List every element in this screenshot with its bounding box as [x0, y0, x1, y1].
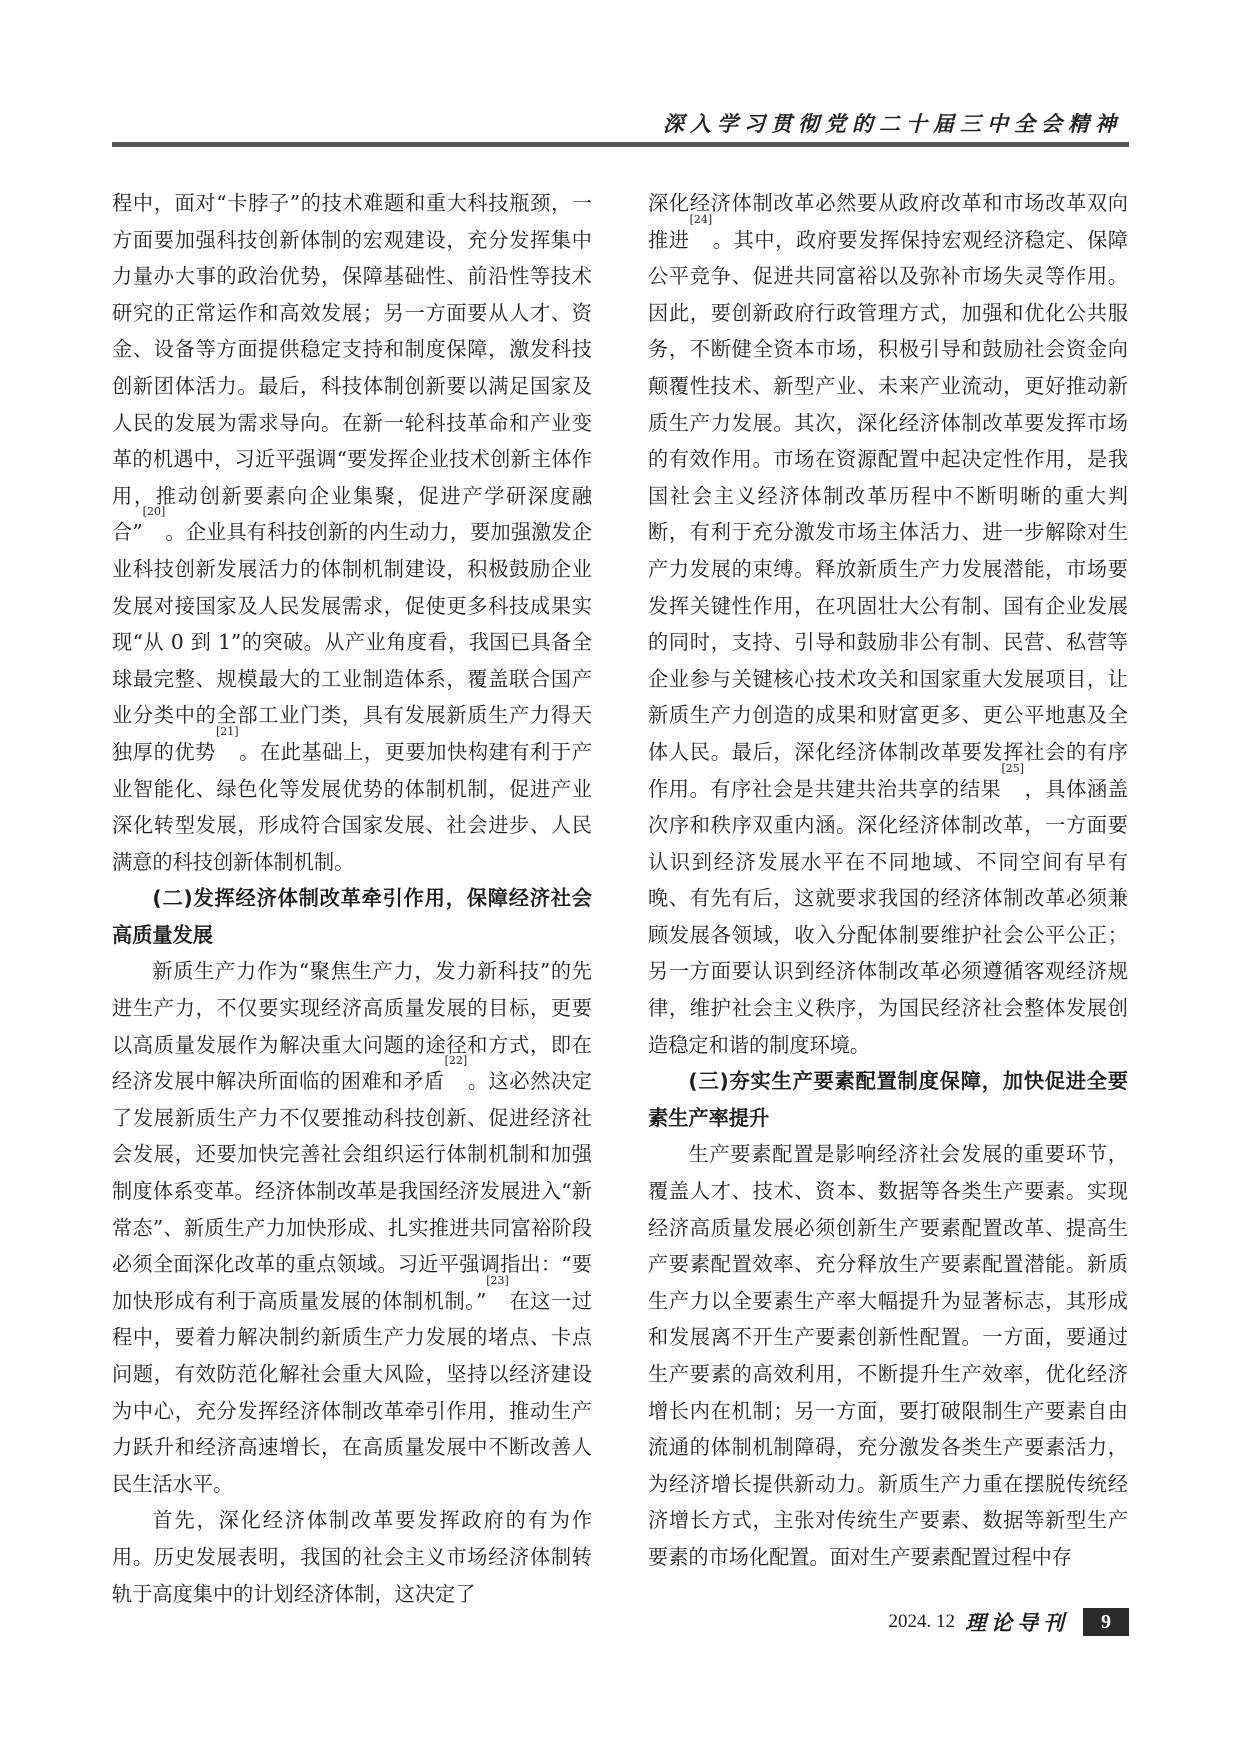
text-run: 深化经济体制改革必然要从政府改革和市场改革双向推进 — [648, 191, 1128, 252]
issue-date: 2024. 12 — [888, 1611, 955, 1632]
header-rule — [112, 142, 1129, 147]
citation-ref: [21] — [215, 724, 239, 738]
text-run: 。其中，政府要发挥保持宏观经济稳定、保障公平竞争、促进共同富裕以及弥补市场失灵等作用。因此，要创新政府行政管理方式，加强和优化公共服务，不断健全资本市场，积极引导和鼓励社会资金向颠覆性技术、新型产业、未来产业流动，更好推动新质生产力发展。其次，深化经济体制改革要发挥市场的有效作用。市场在资源配置中起决定性作用，是我国社会主义经济体制改革历程中不断明晰的重大判断，有利于充分激发市场主体活力、进一步解除对生产力发展的束缚。释放新质生产力发展潜能，市场要发挥关键性作用，在巩固壮大公有制、国有企业发展的同时，支持、引导和鼓励非公有制、民营、私营等企业参与关键核心技术攻关和国家重大发展项目，让新质生产力创造的成果和财富更多、更公平地惠及全体人民。最后，深化经济体制改革要发挥社会的有序作用。有序社会是共建共治共享的结果 — [648, 227, 1128, 801]
page-number: 9 — [1083, 1608, 1129, 1636]
citation-ref: [23] — [486, 1273, 509, 1287]
citation-ref: [24] — [689, 212, 713, 226]
citation-ref: [22] — [444, 1054, 468, 1068]
paragraph-continued — [112, 185, 592, 880]
text-run: 。在此基础上，更要加快构建有利于产业智能化、绿色化等发展优势的体制机制，促进产业深化转型发展，形成符合国家发展、社会进步、人民满意的科技创新体制机制。 — [112, 739, 592, 874]
paragraph-continued — [648, 185, 1128, 1063]
section-heading-2: (二)发挥经济体制改革牵引作用，保障经济社会高质量发展 — [112, 886, 592, 947]
running-title: 深入学习贯彻党的二十届三中全会精神 — [663, 112, 1122, 136]
paragraph: 生产要素配置是影响经济社会发展的重要环节，覆盖人才、技术、资本、数据等各类生产要素。实现经济高质量发展必须创新生产要素配置改革、提高生产要素配置效率、充分释放生产要素配置潜能。新质生产力以全要素生产率大幅提升为显著标志，其形成和发展离不开生产要素创新性配置。一方面，要通过生产要素的高效利用，不断提升生产效率，优化经济增长内在机制；另一方面，要打破限制生产要素自由流通的体制机制障碍，充分激发各类生产要素活力，为经济增长提供新动力。新质生产力重在摆脱传统经济增长方式，主张对传统生产要素、数据等新型生产要素的市场化配置。面对生产要素配置过程中存 — [648, 1142, 1128, 1569]
paragraph — [112, 953, 592, 1502]
section-heading-3: (三)夯实生产要素配置制度保障，加快促进全要素生产率提升 — [648, 1069, 1128, 1130]
left-column — [112, 185, 592, 1612]
journal-name: 理论导刊 — [965, 1611, 1069, 1635]
right-column — [648, 185, 1128, 1576]
page-footer — [889, 1608, 1130, 1636]
text-run: 。这必然决定了发展新质生产力不仅要推动科技创新、促进经济社会发展，还要加快完善社会组织运行体制机制和加强制度体系变革。经济体制改革是我国经济发展进入“新常态”、新质生产力加快形成、扎实推进共同富裕阶段必须全面深化改革的重点领域。习近平强调指出：“要加快形成有利于高质量发展的体制机制。” — [112, 1069, 592, 1313]
text-run: 。企业具有科技创新的内生动力，要加强激发企业科技创新发展活力的体制机制建设，积极鼓励企业发展对接国家及人民发展需求，促使更多科技成果实现“从 0 到 1”的突破。从产业角度看，我国已具备全球最完整、规模最大的工业制造体系，覆盖联合国产业分类中的全部工业门类，具有发展新质生产力得天独厚的优势 — [112, 520, 592, 764]
text-run: ，具体涵盖次序和秩序双重内涵。深化经济体制改革，一方面要认识到经济发展水平在不同地域、不同空间有早有晚、有先有后，这就要求我国的经济体制改革必须兼顾发展各领域，收入分配体制要维护社会公平公正；另一方面要认识到经济体制改革必须遵循客观经济规律，维护社会主义秩序，为国民经济社会整体发展创造稳定和谐的制度环境。 — [648, 776, 1128, 1057]
text-run: 新质生产力作为“聚焦生产力，发力新科技”的先进生产力，不仅要实现经济高质量发展的目标，更要以高质量发展作为解决重大问题的途径和方式，即在经济发展中解决所面临的困难和矛盾 — [112, 959, 592, 1094]
text-run: 程中，面对“卡脖子”的技术难题和重大科技瓶颈，一方面要加强科技创新体制的宏观建设，充分发挥集中力量办大事的政治优势，保障基础性、前沿性等技术研究的正常运作和高效发展；另一方面要从人才、资金、设备等方面提供稳定支持和制度保障，激发科技创新团体活力。最后，科技体制创新要以满足国家及人民的发展为需求导向。在新一轮科技革命和产业变革的机遇中，习近平强调“要发挥企业技术创新主体作用，推动创新要素向企业集聚，促进产学研深度融合” — [112, 191, 592, 545]
paragraph: 首先，深化经济体制改革要发挥政府的有为作用。历史发展表明，我国的社会主义市场经济体制转轨于高度集中的计划经济体制，这决定了 — [112, 1508, 592, 1606]
citation-ref: [20] — [142, 505, 166, 519]
citation-ref: [25] — [1001, 761, 1025, 775]
text-run: 在这一过程中，要着力解决制约新质生产力发展的堵点、卡点问题，有效防范化解社会重大风险，坚持以经济建设为中心，充分发挥经济体制改革牵引作用，推动生产力跃升和经济高速增长，在高质量发展中不断改善人民生活水平。 — [112, 1288, 592, 1496]
